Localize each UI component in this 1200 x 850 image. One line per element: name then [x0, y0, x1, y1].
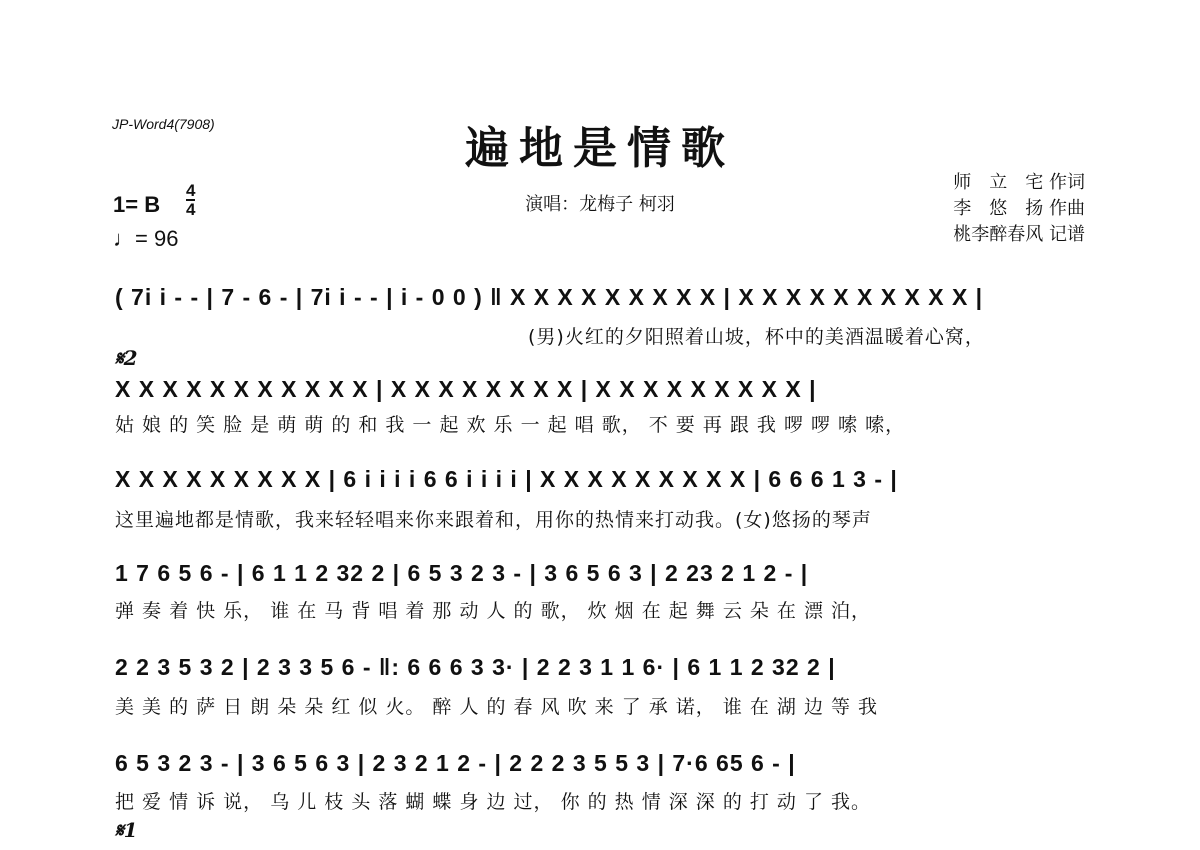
time-signature: [186, 181, 196, 219]
song-title: 遍地是情歌: [465, 123, 735, 174]
notation-line: 2 2 3 5 3 2 | 2 3 3 5 6 - ‖: 6 6 6 3 3· | 2 2 3 1 1 6· | 6 1 1 2 32 2 |: [115, 654, 836, 680]
tempo-marking: ♩= 96: [113, 226, 179, 251]
lyrics-line: 姑 娘 的 笑 脸 是 萌 萌 的 和 我 一 起 欢 乐 一 起 唱 歌， 不 要 再 跟 我 啰 啰 嗦 嗦，: [115, 414, 906, 436]
lyrics-line: 把 爱 情 诉 说， 乌 儿 枝 头 落 蝴 蝶 身 边 过， 你 的 热 情 深 深 的 打 动 了 我。: [115, 791, 871, 813]
transcriber-credit: 桃李醉春风 记谱: [953, 224, 1085, 245]
notation-line: X X X X X X X X X | 6 i i i i 6 6 i i i i | X X X X X X X X X | 6 6 6 1 3 - |: [115, 466, 898, 492]
lyrics-line: 这里遍地都是情歌，我来轻轻唱来你来跟着和，用你的热情来打动我。(女)悠扬的琴声: [115, 509, 872, 531]
time-signature-bottom: 4: [186, 200, 196, 219]
lyrics-line: 弹 奏 着 快 乐， 谁 在 马 背 唱 着 那 动 人 的 歌， 炊 烟 在 起 舞 云 朵 在 漂 泊，: [115, 600, 871, 622]
lyrics-line: 美 美 的 萨 日 朗 朵 朵 红 似 火。 醉 人 的 春 风 吹 来 了 承 诺， 谁 在 湖 边 等 我: [115, 696, 879, 718]
segno-sign: 𝄋2: [115, 346, 138, 370]
authors-credits: [953, 170, 1085, 248]
time-signature-top: 4: [186, 181, 196, 200]
notation-line: 1 7 6 5 6 - | 6 1 1 2 32 2 | 6 5 3 2 3 - | 3 6 5 6 3 | 2 23 2 1 2 - |: [115, 560, 809, 586]
lyrics-line: (男)火红的夕阳照着山坡，杯中的美酒温暖着心窝，: [528, 326, 985, 348]
notation-line: 6 5 3 2 3 - | 3 6 5 6 3 | 2 3 2 1 2 - | 2 2 2 3 5 5 3 | 7·6 65 6 - |: [115, 750, 796, 776]
lyricist-credit: 师 立 宅 作词: [953, 172, 1085, 193]
composer-credit: 李 悠 扬 作曲: [953, 198, 1085, 219]
notation-line: X X X X X X X X X X X | X X X X X X X X | X X X X X X X X X |: [115, 376, 817, 402]
notation-line: ( 7i i - - | 7 - 6 - | 7i i - - | i - 0 0 ) ‖ X X X X X X X X X | X X X X X X X X X X |: [115, 284, 984, 310]
singer-credit: 演唱：龙梅子 柯羽: [525, 194, 675, 215]
key-signature: 1= B: [113, 192, 161, 217]
software-tag: JP-Word4(7908): [112, 116, 215, 132]
segno-sign: 𝄋1: [115, 818, 138, 842]
